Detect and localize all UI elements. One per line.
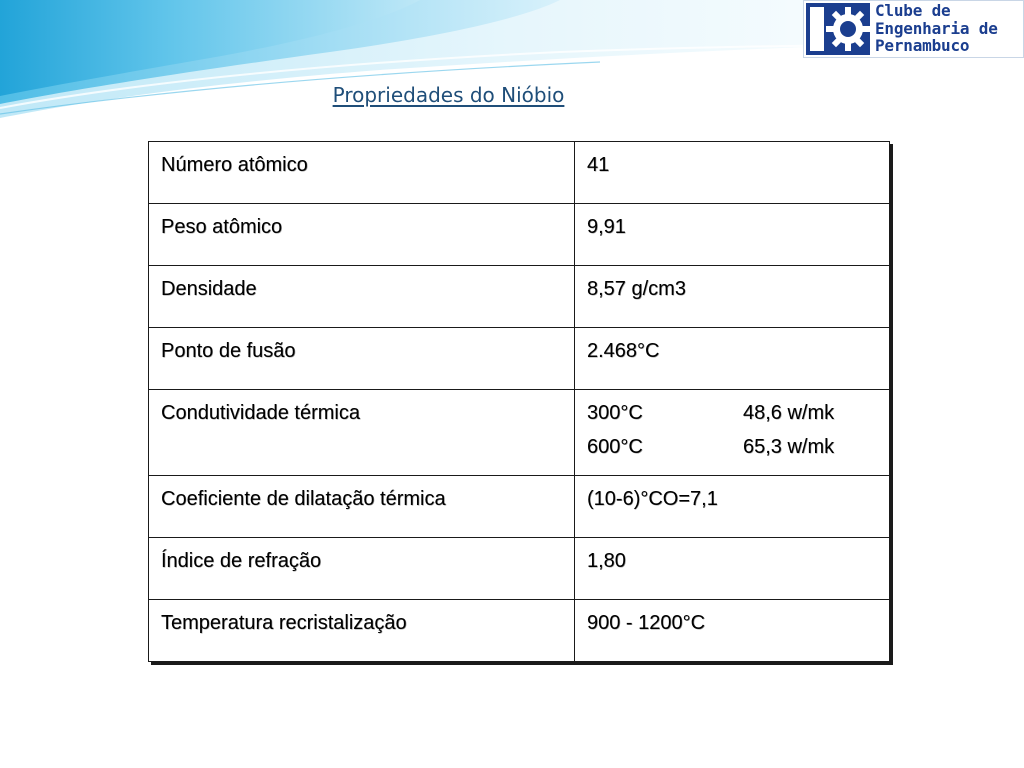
- table-row: [149, 328, 890, 390]
- row-label: Densidade: [149, 266, 575, 328]
- row-label: Ponto de fusão: [149, 328, 575, 390]
- table-row: [149, 266, 890, 328]
- pair-temperature: 300°C: [587, 402, 643, 424]
- conductivity-pair: [587, 428, 879, 466]
- pair-value: 48,6 w/mk: [743, 402, 835, 424]
- row-value: 9,91: [575, 204, 890, 266]
- logo-line-3: Pernambuco: [875, 36, 970, 55]
- row-value: 41: [575, 142, 890, 204]
- table-row: [149, 600, 890, 662]
- table-row: [149, 142, 890, 204]
- slide-title: [0, 83, 897, 107]
- row-label: Condutividade térmica: [149, 390, 575, 476]
- pair-value: 65,3 w/mk: [743, 436, 835, 458]
- slide-title-text: Propriedades do Nióbio: [332, 83, 565, 107]
- properties-table: [148, 141, 890, 662]
- pair-temperature: 600°C: [587, 436, 643, 458]
- conductivity-pair: [587, 394, 879, 432]
- table-row: [149, 476, 890, 538]
- row-label: Peso atômico: [149, 204, 575, 266]
- row-label: Número atômico: [149, 142, 575, 204]
- row-value: 2.468°C: [575, 328, 890, 390]
- table-row: [149, 390, 890, 476]
- table-row: [149, 538, 890, 600]
- row-label: Índice de refração: [149, 538, 575, 600]
- row-value: 1,80: [575, 538, 890, 600]
- row-value: 900 - 1200°C: [575, 600, 890, 662]
- row-value-pairs: [575, 390, 890, 476]
- row-value: 8,57 g/cm3: [575, 266, 890, 328]
- logo: [803, 0, 1024, 58]
- row-label: Temperatura recristalização: [149, 600, 575, 662]
- logo-line-1: Clube de: [875, 1, 951, 20]
- logo-line-2: Engenharia de: [875, 18, 998, 38]
- row-value: (10-6)°CO=7,1: [575, 476, 890, 538]
- table-row: [149, 204, 890, 266]
- row-label: Coeficiente de dilatação térmica: [149, 476, 575, 538]
- gear-icon: [806, 3, 870, 55]
- logo-text: [875, 2, 1024, 55]
